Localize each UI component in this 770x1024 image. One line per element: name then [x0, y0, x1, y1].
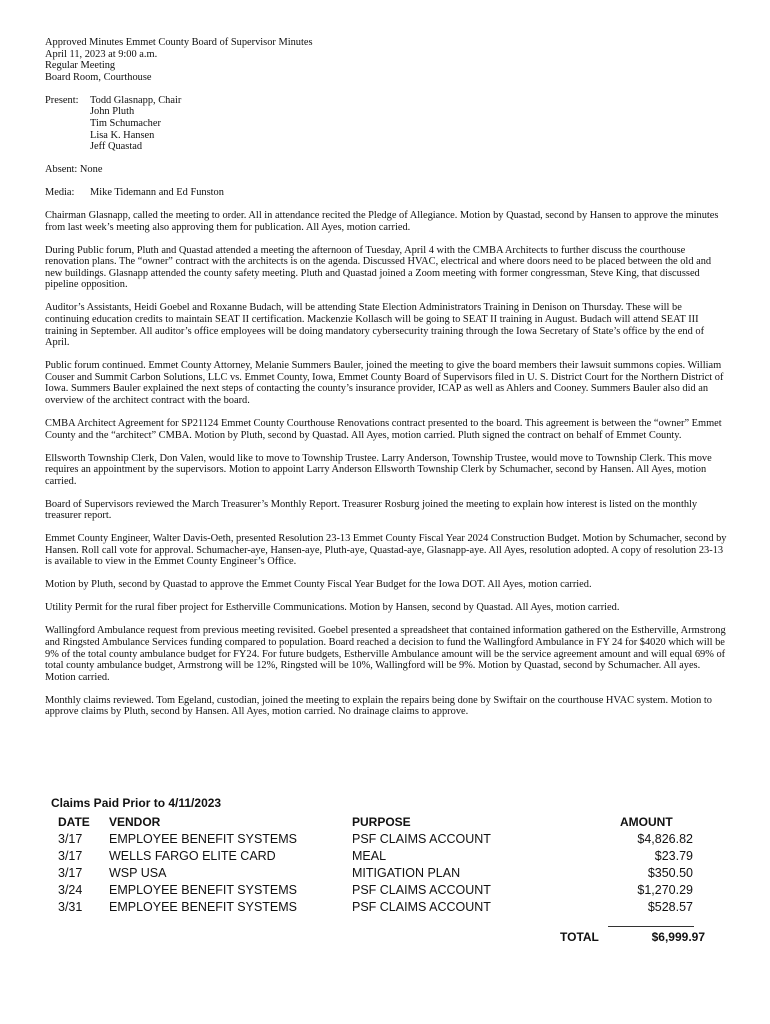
table-row	[45, 882, 693, 899]
paragraph-ambulance: Wallingford Ambulance request from previous meeting revisited. Goebel presented a spreadsheet that contained information gathered on the Estherville, Armstrong and Ringsted Ambulance Services funding compared to population. Board reached a decision to fund the Wallingford Ambulance in FY 24 for $4020 which will be 9% of the total county ambulance budget for FY24. For future budgets, Estherville Ambulance amount will be the service agreement amount and will equal 69% of total county ambulance budget, Armstrong will be 12%, Ringsted will be 10%, Wallingford will be 9%. Motion by Quastad, second by Schumacher. All ayes. Motion carried.	[45, 625, 726, 683]
present-name: Lisa K. Hansen	[90, 129, 155, 141]
media-value: Mike Tidemann and Ed Funston	[90, 187, 224, 199]
minutes-header	[45, 37, 727, 83]
claim-date: 3/31	[58, 900, 83, 914]
column-header-date: DATE	[58, 814, 90, 829]
present-names	[90, 95, 181, 153]
claim-date: 3/24	[58, 883, 83, 897]
total-divider	[608, 926, 694, 927]
paragraph-public-forum-continued: Public forum continued. Emmet County Attorney, Melanie Summers Bauler, joined the meeting to give the board members their lawsuit summons copies. William Couser and Summit Carbon Solutions, LLC vs. Emmet County, Iowa, Emmet County Board of Supervisors filed in U. S. District Court for the Northern District of Iowa. Summers Bauler explained the next steps of contacting the county’s insurance provider, ICAP as well as Ahlers and Cooney. Summers Bauler also did an overview of the architect contract with the board.	[45, 360, 724, 406]
table-row	[45, 831, 693, 848]
paragraph-monthly-claims: Monthly claims reviewed. Tom Egeland, custodian, joined the meeting to explain the repairs being done by Swiftair on the courthouse HVAC system. Motion to approve claims by Pluth, second by Hansen. All Ayes, motion carried. No drainage claims to approve.	[45, 694, 712, 718]
paragraph-utility-permit: Utility Permit for the rural fiber project for Estherville Communications. Motion by Hansen, second by Quastad. All Ayes, motion carried.	[45, 602, 620, 614]
column-header-vendor: VENDOR	[109, 814, 161, 829]
claims-total-row	[45, 930, 705, 948]
paragraph-architect-agreement: CMBA Architect Agreement for SP21124 Emmet County Courthouse Renovations contract presented to the board. This agreement is between the “owner” Emmet County and the “architect” CMBA. Motion by Pluth, second by Quastad. All Ayes, motion carried. Pluth signed the contract on behalf of Emmet County.	[45, 417, 722, 441]
claim-vendor: EMPLOYEE BENEFIT SYSTEMS	[109, 900, 298, 914]
present-section	[45, 95, 727, 153]
table-row	[45, 848, 693, 865]
header-location: Board Room, Courthouse	[45, 71, 152, 83]
paragraph-auditor-training: Auditor’s Assistants, Heidi Goebel and Roxanne Budach, will be attending State Election Administrators Training in Denison on Thursday. These will be continuing education credits to maintain SEAT II certification. Mackenzie Kollasch will be going to SEAT II training in August. Budach will attend SEAT III training in September. All auditor’s office employees will be doing mandatory cybersecurity training through the Iowa Secretary of State’s office by the end of April.	[45, 302, 705, 349]
claim-purpose: PSF CLAIMS ACCOUNT	[352, 883, 491, 897]
present-name: John Pluth	[90, 106, 135, 118]
claim-date: 3/17	[58, 866, 83, 880]
paragraph-township-clerk: Ellsworth Township Clerk, Don Valen, would like to move to Township Trustee. Larry Anderson, Township Trustee, would move to Township Clerk. This move requires an appointment by the supervisors. Motion to appoint Larry Anderson Ellsworth Township Clerk by Schumacher, second by Hansen. All Ayes, motion carried.	[45, 452, 712, 487]
column-header-amount: AMOUNT	[620, 814, 673, 829]
paragraph-public-forum: During Public forum, Pluth and Quastad attended a meeting the afternoon of Tuesday, April 4 with the CMBA Architects to further discuss the courthouse renovation plans. The “owner” contract with the architects is on the agenda. Discussed HVAC, electrical and where doors need to be placed between the old and new buildings. Glasnapp attended the county safety meeting. Pluth and Quastad joined a Zoom meeting with former congressman, Steve King, that discussed pipeline opposition.	[45, 244, 712, 291]
header-date: April 11, 2023 at 9:00 a.m.	[45, 48, 158, 60]
paragraph-dot-budget: Motion by Pluth, second by Quastad to approve the Emmet County Fiscal Year Budget for the Iowa DOT. All Ayes, motion carried.	[45, 579, 592, 591]
table-row	[45, 865, 693, 882]
media-section	[45, 187, 727, 199]
minutes-document	[45, 37, 727, 729]
claim-date: 3/17	[58, 832, 83, 846]
paragraph-call-to-order: Chairman Glasnapp, called the meeting to order. All in attendance recited the Pledge of Allegiance. Motion by Quastad, second by Hansen to approve the minutes from last week’s meeting also approving them for publication. All Ayes, motion carried.	[45, 210, 719, 233]
table-row	[45, 899, 693, 916]
claim-purpose: MITIGATION PLAN	[352, 866, 461, 880]
claims-title: Claims Paid Prior to 4/11/2023	[51, 796, 222, 810]
header-title: Approved Minutes Emmet County Board of Supervisor Minutes	[45, 37, 313, 48]
present-name: Tim Schumacher	[90, 117, 161, 129]
absent-line: Absent: None	[45, 164, 103, 176]
present-name: Jeff Quastad	[90, 141, 143, 153]
claim-amount: $528.57	[647, 900, 693, 914]
claim-amount: $4,826.82	[637, 832, 693, 846]
header-meeting-type: Regular Meeting	[45, 60, 116, 72]
claims-table	[45, 812, 693, 916]
claim-vendor: WSP USA	[109, 866, 167, 880]
present-label: Present:	[45, 94, 79, 106]
claim-amount: $350.50	[647, 866, 693, 880]
present-name: Todd Glasnapp, Chair	[90, 94, 182, 106]
claim-purpose: PSF CLAIMS ACCOUNT	[352, 900, 491, 914]
claim-vendor: EMPLOYEE BENEFIT SYSTEMS	[109, 883, 298, 897]
claim-purpose: MEAL	[352, 849, 387, 863]
claim-date: 3/17	[58, 849, 83, 863]
paragraph-treasurer-report: Board of Supervisors reviewed the March Treasurer’s Monthly Report. Treasurer Rosburg joined the meeting to explain how interest is listed on the monthly treasurer report.	[45, 498, 698, 522]
claim-vendor: WELLS FARGO ELITE CARD	[109, 849, 276, 863]
claim-amount: $23.79	[654, 849, 693, 863]
claims-section	[45, 794, 705, 944]
claims-header-row	[45, 812, 693, 831]
media-label: Media:	[45, 187, 75, 199]
paragraph-construction-budget: Emmet County Engineer, Walter Davis-Oeth, presented Resolution 23-13 Emmet County Fiscal Year 2024 Construction Budget. Motion by Schumacher, second by Hansen. Roll call vote for approval. Schumacher-aye, Hansen-aye, Pluth-aye, Quastad-aye, Glasnapp-aye. All Ayes, resolution adopted. A copy of resolution 23-13 is available to view in the Emmet County Engineer’s Office.	[45, 533, 727, 568]
claim-vendor: EMPLOYEE BENEFIT SYSTEMS	[109, 832, 298, 846]
claim-purpose: PSF CLAIMS ACCOUNT	[352, 832, 491, 846]
total-label: TOTAL	[560, 930, 599, 944]
claim-amount: $1,270.29	[637, 883, 693, 897]
total-value: $6,999.97	[651, 930, 705, 944]
column-header-purpose: PURPOSE	[352, 814, 411, 829]
